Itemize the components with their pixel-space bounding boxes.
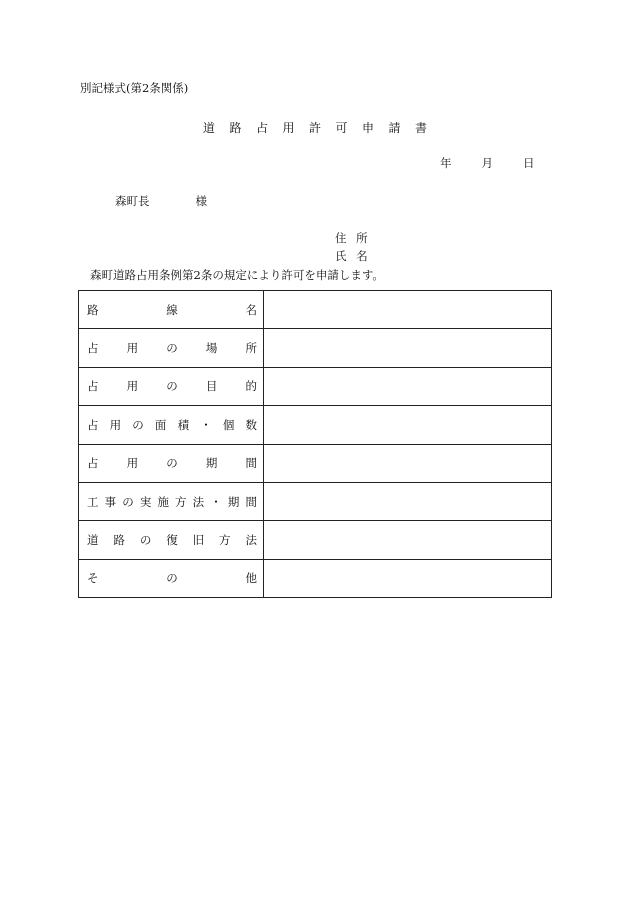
application-statement: 森町道路占用条例第2条の規定により許可を申請します。 — [90, 268, 384, 282]
table-row — [79, 559, 552, 597]
row-label-cell — [79, 521, 264, 559]
row-value-field[interactable] — [264, 521, 552, 559]
row-label-cell — [79, 291, 264, 329]
row-label-char: 線 — [166, 302, 178, 317]
application-table — [78, 290, 552, 598]
applicant-address-label: 住 所 — [335, 231, 368, 245]
row-label — [87, 302, 257, 318]
row-label-char: の — [166, 456, 178, 471]
row-label-char: 占 — [87, 456, 99, 471]
table-row — [79, 444, 552, 482]
row-label-cell — [79, 406, 264, 444]
row-value-field[interactable] — [264, 444, 552, 482]
row-label-char: の — [166, 341, 178, 356]
row-label — [87, 494, 257, 510]
table-row — [79, 482, 552, 520]
row-label-char: 間 — [245, 494, 257, 509]
row-label-char: 個 — [222, 417, 235, 432]
row-label-char: 面 — [154, 417, 167, 432]
row-label-char: 積 — [177, 417, 190, 432]
row-label-char: 事 — [104, 494, 117, 509]
row-label-char: 占 — [87, 341, 99, 356]
row-label-char: 期 — [227, 494, 240, 509]
row-label-cell — [79, 367, 264, 405]
row-label-char: 占 — [87, 417, 99, 432]
title-char: 路 — [229, 121, 242, 135]
row-label-char: 法 — [192, 494, 205, 509]
row-label-cell — [79, 559, 264, 597]
row-label-char: 復 — [166, 533, 178, 548]
row-label-char: 法 — [245, 533, 257, 548]
row-label-char: 工 — [87, 494, 99, 509]
addressee-line — [115, 193, 207, 209]
row-label-cell — [79, 329, 264, 367]
row-label-char: 用 — [126, 341, 139, 356]
row-label-char: 方 — [175, 494, 187, 509]
row-label-char: の — [122, 494, 134, 509]
row-label — [87, 570, 257, 586]
row-label — [87, 532, 257, 548]
date-year-label: 年 — [440, 156, 452, 170]
applicant-name-label: 氏 名 — [335, 249, 368, 263]
table-row — [79, 367, 552, 405]
date-day-label: 日 — [523, 156, 535, 170]
date-line — [440, 155, 535, 171]
table-row — [79, 329, 552, 367]
row-label — [87, 417, 257, 433]
document-title — [0, 119, 630, 136]
row-label-char: 的 — [245, 379, 257, 394]
row-label-char: 方 — [219, 533, 231, 548]
row-value-field[interactable] — [264, 559, 552, 597]
row-label-char: 所 — [245, 341, 257, 356]
row-label — [87, 455, 257, 471]
row-label-char: 数 — [245, 417, 257, 432]
row-label-char: 用 — [126, 456, 139, 471]
row-label-char: 他 — [245, 571, 257, 586]
row-label-char: の — [166, 379, 178, 394]
addressee-name: 森町長 — [115, 194, 150, 208]
row-value-field[interactable] — [264, 329, 552, 367]
table-row — [79, 406, 552, 444]
date-month-label: 月 — [481, 156, 493, 170]
row-label-char: 道 — [87, 533, 99, 548]
row-label-char: 用 — [109, 417, 122, 432]
title-char: 占 — [255, 121, 268, 135]
form-label: 別記様式(第2条関係) — [80, 81, 189, 95]
row-label-char: 路 — [113, 533, 125, 548]
row-label-char: 場 — [205, 341, 218, 356]
row-value-field[interactable] — [264, 406, 552, 444]
title-char: 用 — [282, 121, 295, 135]
row-label-char: 間 — [245, 456, 257, 471]
table-row — [79, 291, 552, 329]
row-label-char: 名 — [245, 302, 257, 317]
row-value-field[interactable] — [264, 291, 552, 329]
table-row — [79, 521, 552, 559]
row-label-cell — [79, 444, 264, 482]
row-label-char: 路 — [87, 302, 99, 317]
title-char: 許 — [308, 121, 321, 135]
row-label-char: ・ — [210, 494, 222, 509]
row-value-field[interactable] — [264, 367, 552, 405]
row-label-char: 施 — [157, 494, 169, 509]
title-char: 請 — [388, 121, 401, 135]
row-label-char: 実 — [139, 494, 152, 509]
title-char: 申 — [362, 121, 375, 135]
row-label-char: の — [139, 533, 152, 548]
row-label — [87, 340, 257, 356]
row-label-char: の — [132, 417, 144, 432]
row-label-char: そ — [87, 571, 99, 586]
row-label-char: 目 — [205, 379, 218, 394]
row-label-char: の — [166, 571, 178, 586]
title-char: 道 — [202, 121, 215, 135]
title-char: 可 — [335, 121, 348, 135]
row-label-char: 旧 — [192, 533, 205, 548]
row-label-char: 期 — [205, 456, 218, 471]
addressee-honorific: 様 — [195, 194, 207, 208]
title-char: 書 — [415, 121, 428, 135]
row-label-char: 用 — [126, 379, 139, 394]
row-label — [87, 378, 257, 394]
row-label-char: 占 — [87, 379, 99, 394]
row-value-field[interactable] — [264, 482, 552, 520]
row-label-cell — [79, 482, 264, 520]
row-label-char: ・ — [200, 417, 212, 432]
